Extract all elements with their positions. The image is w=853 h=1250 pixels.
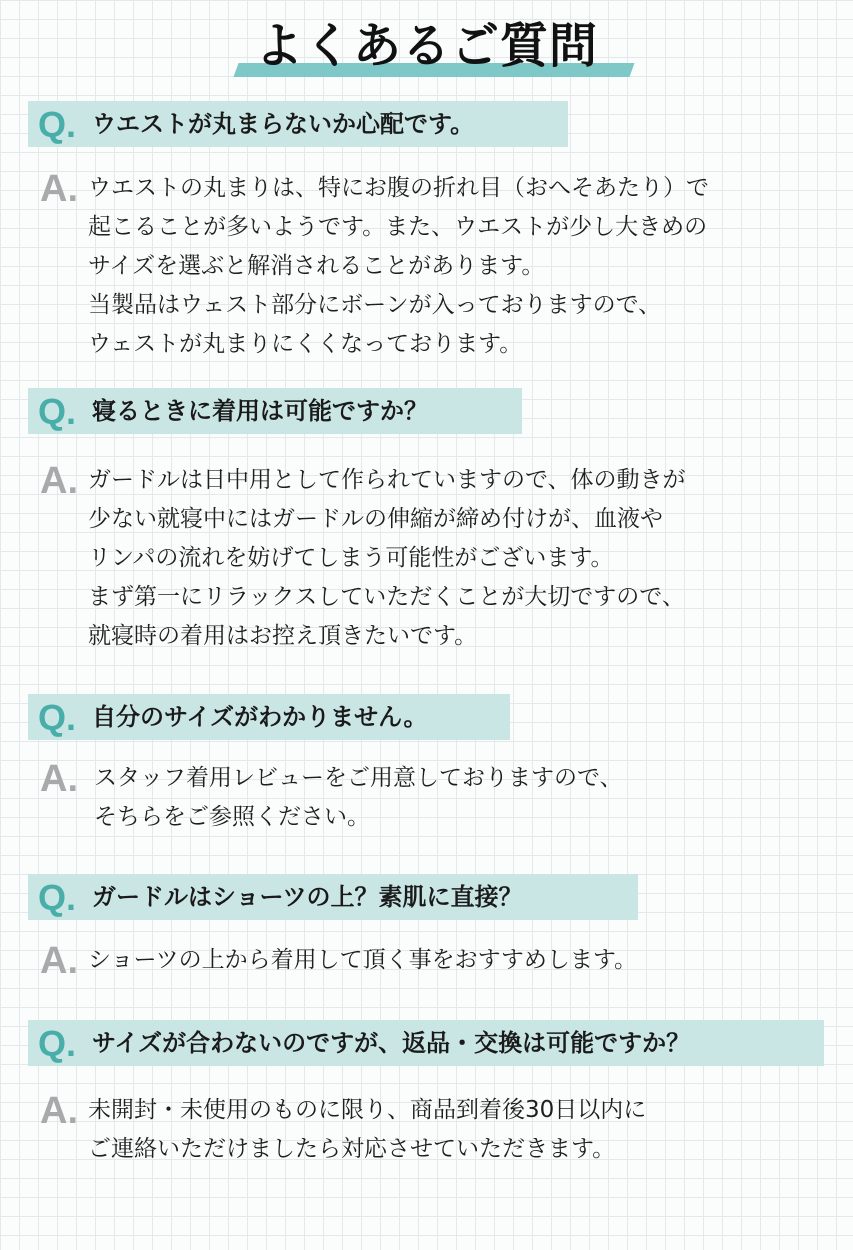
question-band-3	[28, 694, 510, 740]
q-label: Q.	[38, 1023, 77, 1064]
answer-line: 少ない就寝中にはガードルの伸縮が締め付けが、血液や	[88, 506, 663, 532]
answer-text	[88, 941, 637, 980]
answer-line: まず第一にリラックスしていただくことが大切ですので、	[88, 584, 685, 610]
a-label: A.	[40, 758, 78, 800]
answer-text	[94, 759, 623, 837]
answer-line: 就寝時の着用はお控え頂きたいです。	[88, 623, 478, 649]
answer-text	[88, 169, 709, 364]
a-label: A.	[40, 460, 78, 502]
page-title: よくあるご質問	[254, 18, 598, 74]
question-band-5	[28, 1020, 824, 1066]
answer-line: 当製品はウェスト部分にボーンが入っておりますので、	[88, 292, 662, 318]
a-label: A.	[40, 1090, 78, 1132]
question-text: サイズが合わないのですが、返品・交換は可能ですか？	[92, 1029, 691, 1057]
q-label: Q.	[38, 104, 77, 145]
question-text: 寝るときに着用は可能ですか？	[92, 397, 428, 425]
answer-line: スタッフ着用レビューをご用意しておりますので、	[94, 765, 623, 791]
a-label: A.	[40, 168, 78, 210]
title-area	[0, 0, 853, 90]
question-band-2	[28, 388, 522, 434]
answer-text	[88, 461, 686, 656]
answer-line: ウェストが丸まりにくくなっております。	[88, 331, 523, 357]
answer-line: リンパの流れを妨げてしまう可能性がございます。	[88, 545, 614, 571]
answer-line: サイズを選ぶと解消されることがあります。	[88, 253, 545, 279]
q-label: Q.	[38, 697, 77, 738]
answer-line: 起こることが多いようです。また、ウエストが少し大きめの	[88, 214, 708, 240]
answer-line: ウエストの丸まりは、特にお腹の折れ目（おへそあたり）で	[88, 175, 709, 201]
question-band-4	[28, 874, 638, 920]
question-text: ガードルはショーツの上？素肌に直接？	[92, 883, 523, 911]
answer-line: ご連絡いただけましたら対応させていただきます。	[88, 1136, 616, 1162]
answer-text	[88, 1091, 646, 1169]
answer-line: そちらをご参照ください。	[94, 804, 370, 830]
a-label: A.	[40, 940, 78, 982]
answer-line: ショーツの上から着用して頂く事をおすすめします。	[88, 947, 638, 973]
question-band-1	[28, 101, 568, 147]
question-text: 自分のサイズがわかりません。	[92, 703, 428, 731]
answer-line: 未開封・未使用のものに限り、商品到着後30日以内に	[88, 1097, 647, 1123]
q-label: Q.	[38, 391, 77, 432]
answer-line: ガードルは日中用として作られていますので、体の動きが	[88, 467, 686, 493]
q-label: Q.	[38, 877, 77, 918]
question-text: ウエストが丸まらないか心配です。	[92, 110, 475, 138]
